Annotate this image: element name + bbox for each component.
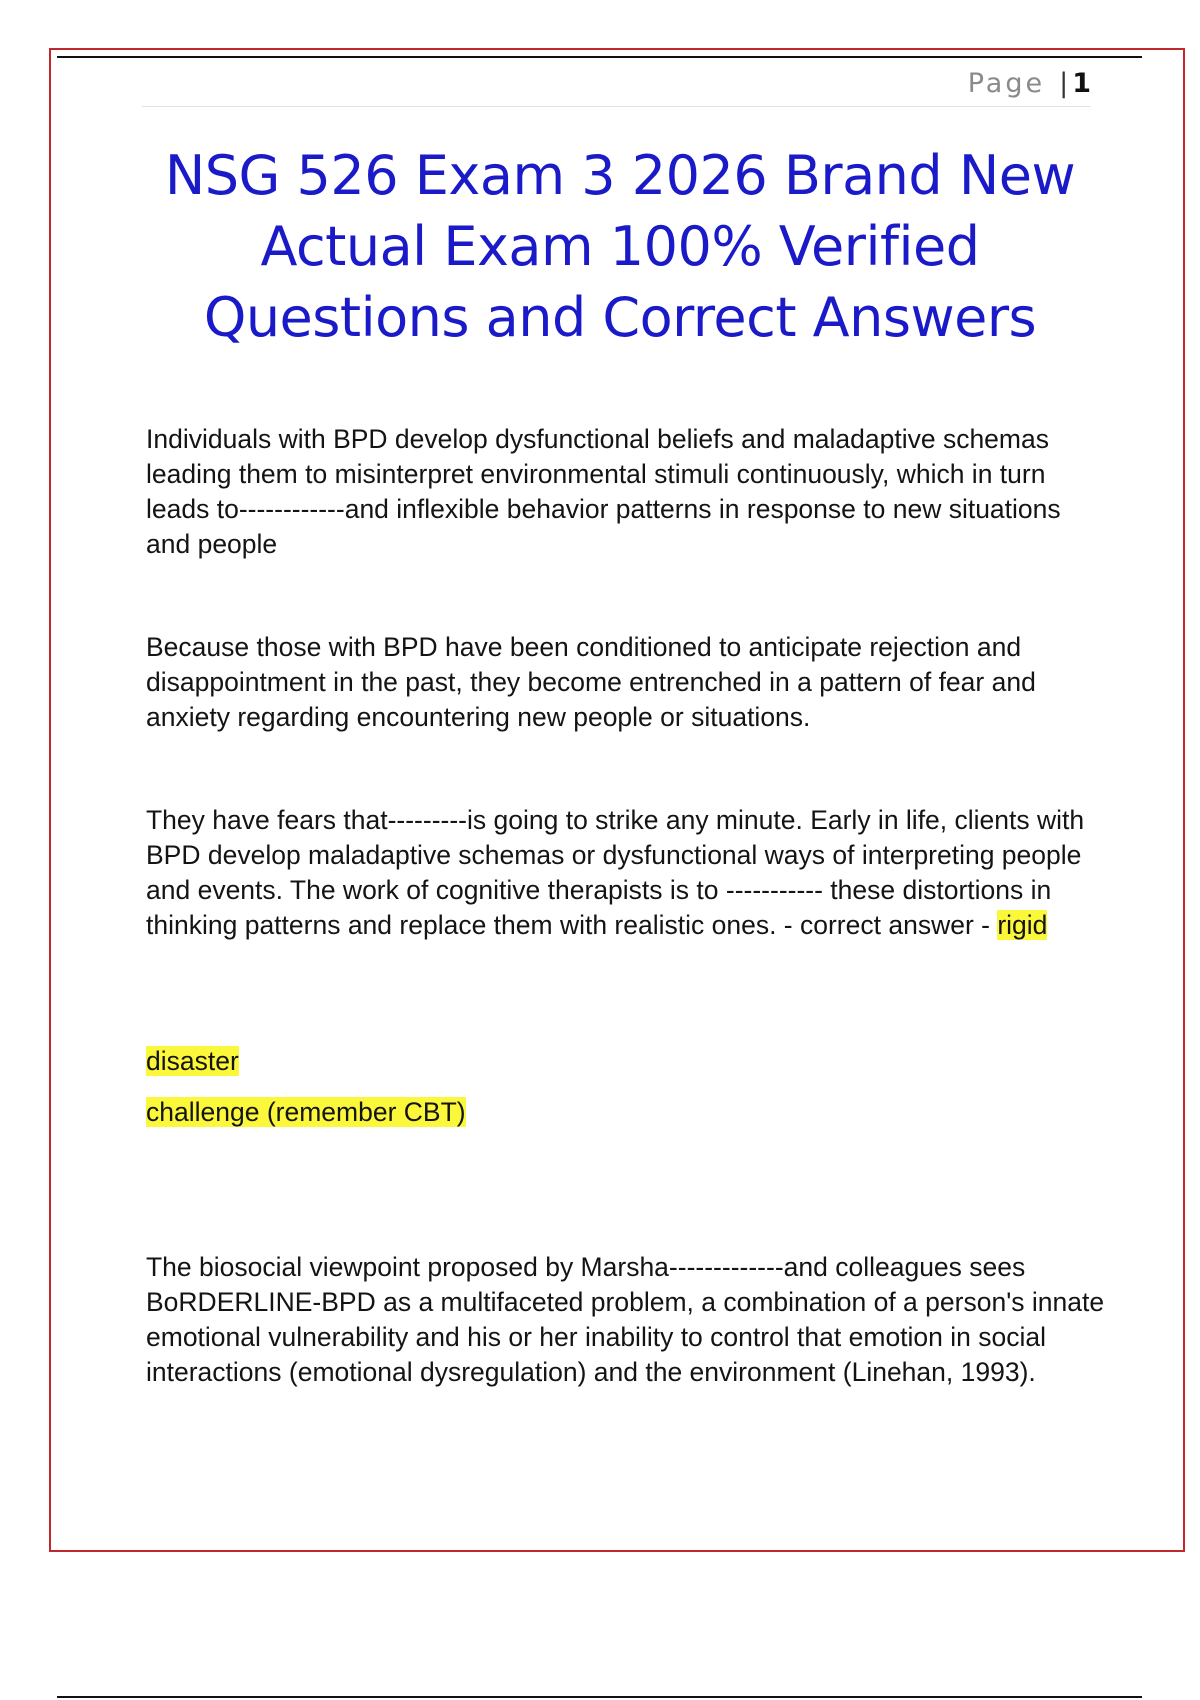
highlighted-answer-disaster: disaster [146, 1046, 239, 1076]
answer-disaster [146, 1044, 239, 1079]
paragraph-2: Because those with BPD have been conditioned to anticipate rejection and disappointment in the past, they become entrenched in a pattern of fear and anxiety regarding encountering new people or situations. [146, 632, 1036, 732]
page-separator: | [1059, 68, 1069, 99]
page-label: Page [967, 68, 1046, 99]
highlighted-answer-challenge: challenge (remember CBT) [146, 1097, 466, 1127]
page-number: 1 [1072, 68, 1091, 99]
next-page-top-rule [57, 1696, 1142, 1698]
paragraph-1: Individuals with BPD develop dysfunctional beliefs and maladaptive schemas leading them to misinterpret environmental stimuli continuously, which in turn leads to------------and inflexible behavior patterns in response to new situations and people [146, 424, 1061, 559]
paragraph-3-text: They have fears that---------is going to strike any minute. Early in life, clients with BPD develop maladaptive schemas or dysfunctional ways of interpreting people and events. The work of cognitive therapists is to ----------- these distortions in thinking patterns and replace them with realistic ones. - correct answer - [146, 805, 1085, 940]
answer-challenge [146, 1095, 466, 1130]
document-title: NSG 526 Exam 3 2026 Brand New Actual Exam 100% Verified Questions and Correct Answers [164, 144, 1076, 349]
page-header [142, 68, 1091, 107]
top-rule [57, 56, 1142, 58]
highlighted-answer-rigid: rigid [997, 910, 1048, 940]
paragraph-4: The biosocial viewpoint proposed by Marsha-------------and colleagues sees BoRDERLINE-BPD as a multifaceted problem, a combination of a person's innate emotional vulnerability and his or her inability to control that emotion in social interactions (emotional dysregulation) and the environment (Linehan, 1993). [146, 1252, 1105, 1387]
paragraph-3 [146, 803, 1106, 943]
